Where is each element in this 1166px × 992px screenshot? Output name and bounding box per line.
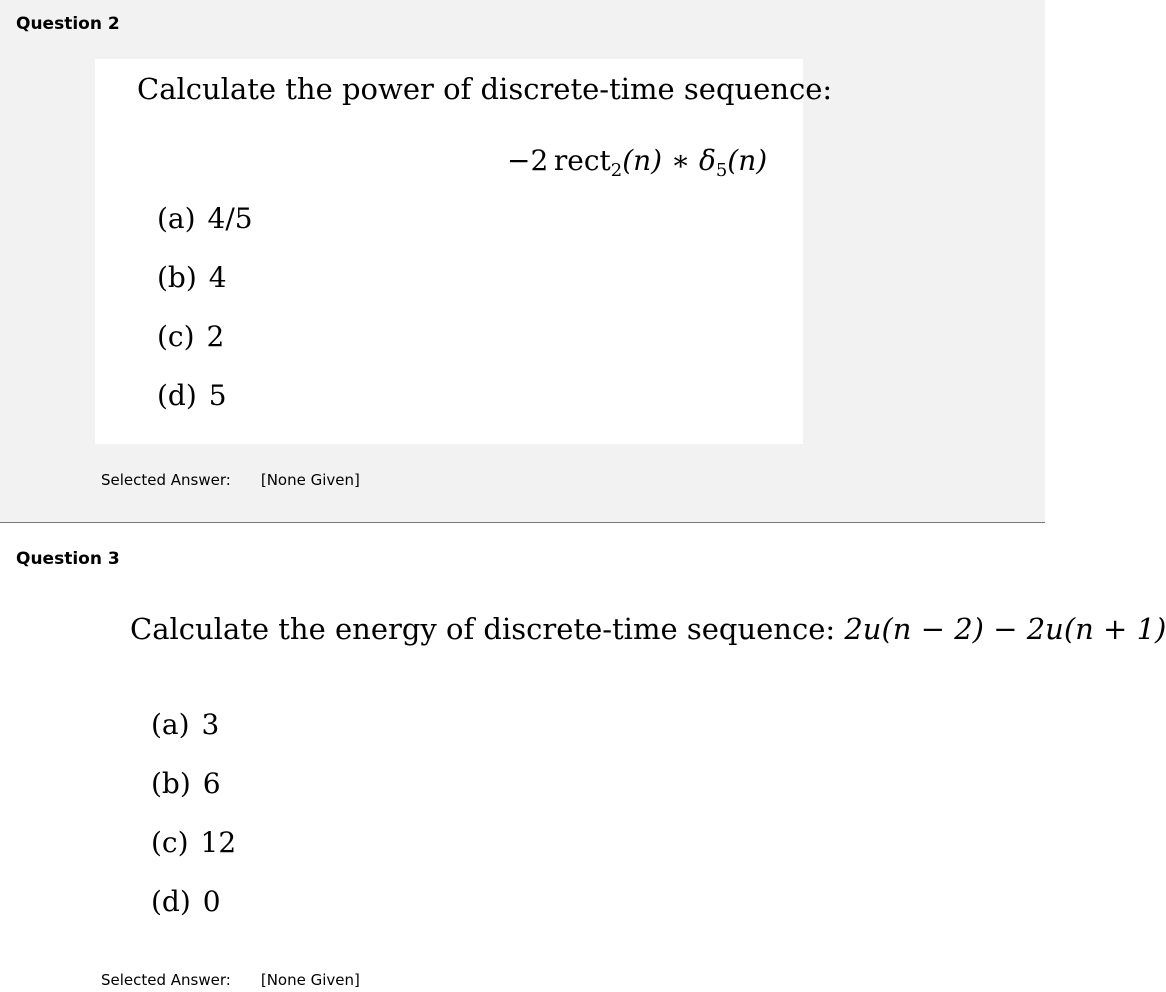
equation-sub2: 5 — [715, 160, 728, 181]
choice-d — [151, 885, 221, 918]
question-prompt: Calculate the power of discrete-time sequence: — [137, 72, 833, 106]
choice-c — [151, 826, 237, 859]
choice-label: (c) — [157, 320, 195, 353]
equation-sub1: 2 — [610, 160, 623, 181]
choice-label: (d) — [157, 379, 197, 412]
choice-value: 4/5 — [207, 202, 253, 235]
question-prompt-line — [130, 612, 1166, 646]
choice-label: (b) — [157, 261, 197, 294]
choice-value: 0 — [202, 885, 221, 918]
choice-label: (b) — [151, 767, 191, 800]
equation-arg2: (n) — [727, 144, 768, 177]
selected-answer-label: Selected Answer: — [101, 971, 231, 989]
equation-coef: −2 — [507, 144, 549, 177]
selected-answer-value: [None Given] — [260, 971, 360, 989]
question-2-panel — [0, 0, 1045, 523]
equation-func2: δ — [698, 144, 716, 177]
choice-d — [157, 379, 227, 412]
equation-operator: ∗ — [671, 144, 691, 177]
choice-label: (a) — [157, 202, 196, 235]
choice-label: (a) — [151, 708, 190, 741]
selected-answer-label: Selected Answer: — [101, 471, 231, 489]
question-prompt: Calculate the energy of discrete-time sequence: — [130, 612, 836, 646]
question-title: Question 3 — [16, 549, 120, 569]
question-title: Question 2 — [16, 14, 120, 34]
choice-label: (c) — [151, 826, 189, 859]
choice-value: 12 — [200, 826, 237, 859]
choice-value: 2 — [206, 320, 225, 353]
selected-answer — [101, 473, 360, 488]
question-equation: 2u(n − 2) − 2u(n + 1) — [844, 612, 1166, 646]
choice-c — [157, 320, 225, 353]
question-equation — [507, 144, 768, 181]
selected-answer-value: [None Given] — [260, 471, 360, 489]
equation-func: rect — [553, 144, 611, 177]
choice-a — [151, 708, 220, 741]
question-3-panel — [0, 523, 1166, 992]
choice-value: 5 — [208, 379, 227, 412]
question-image — [95, 59, 833, 444]
choice-value: 6 — [202, 767, 221, 800]
choice-b — [151, 767, 221, 800]
choice-value: 3 — [201, 708, 220, 741]
choice-label: (d) — [151, 885, 191, 918]
choice-value: 4 — [208, 261, 227, 294]
equation-arg1: (n) — [622, 144, 663, 177]
selected-answer — [101, 973, 360, 988]
choice-a — [157, 202, 253, 235]
choice-b — [157, 261, 227, 294]
